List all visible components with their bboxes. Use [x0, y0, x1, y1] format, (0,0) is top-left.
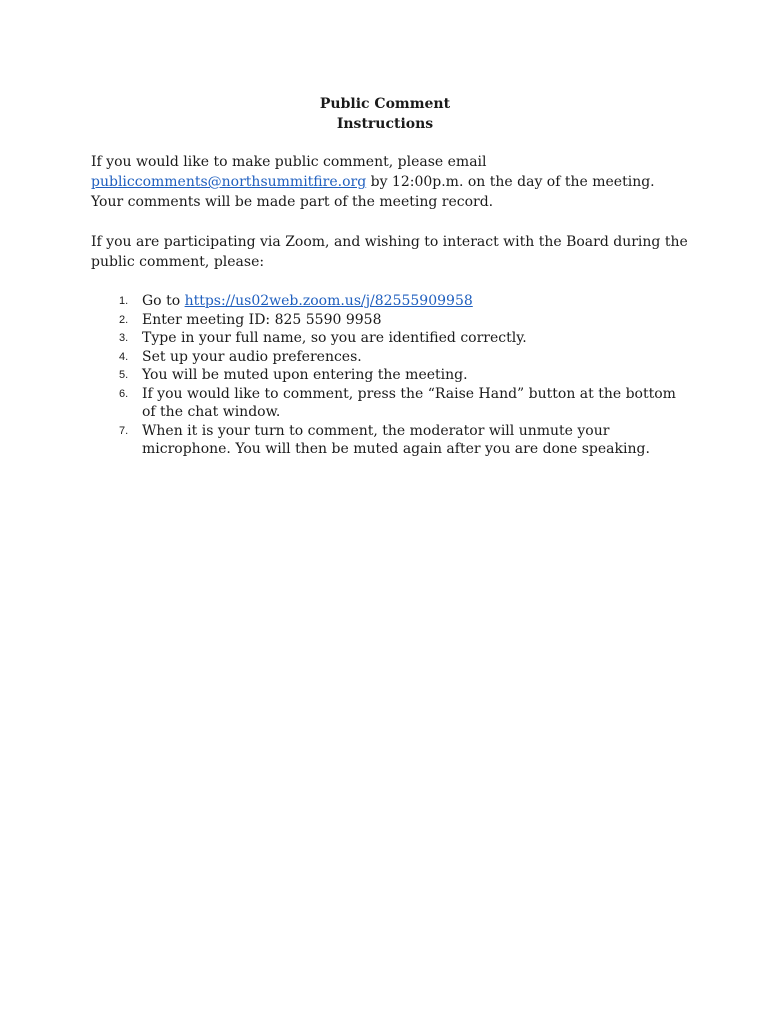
list-item-number: 2. — [119, 313, 129, 326]
zoom-instructions-paragraph: If you are participating via Zoom, and wishing to interact with the Board during the public comment, please: — [91, 234, 688, 270]
para1-text-after: by 12:00p.m. on the day of the meeting. Your comments will be made part of the meeting record. — [91, 174, 655, 210]
list-item-text: If you would like to comment, press the “Raise Hand” button at the bottom of the chat window. — [142, 385, 676, 420]
title-line-1: Public Comment — [319, 96, 451, 112]
list-item — [91, 311, 691, 330]
list-item — [91, 385, 691, 422]
list-item — [91, 329, 691, 348]
email-instructions-paragraph — [91, 152, 691, 212]
zoom-meeting-link[interactable]: https://us02web.zoom.us/j/82555909958 — [184, 293, 473, 309]
list-item-text: You will be muted upon entering the meeting. — [142, 367, 468, 383]
list-item-text: Set up your audio preferences. — [142, 348, 362, 365]
para1-text-before: If you would like to make public comment, please email — [91, 154, 487, 170]
list-item — [91, 292, 691, 311]
list-item-number: 3. — [119, 332, 129, 344]
list-item-number: 7. — [119, 424, 129, 437]
list-item-number: 5. — [119, 369, 129, 381]
steps-list — [91, 292, 691, 459]
list-item — [91, 366, 691, 385]
list-item-text: When it is your turn to comment, the moderator will unmute your microphone. You will then be muted again after you are done speaking. — [142, 422, 650, 457]
email-link[interactable]: publiccomments@northsummitfire.org — [91, 174, 367, 190]
list-item-number: 4. — [119, 350, 129, 363]
list-item-number: 1. — [119, 295, 129, 307]
list-item-text: Go to — [142, 293, 185, 309]
list-item — [91, 422, 691, 459]
list-item-text: Type in your full name, so you are identified correctly. — [142, 330, 527, 346]
list-item-number: 6. — [119, 387, 129, 400]
list-item — [91, 348, 691, 367]
title-line-2: Instructions — [336, 116, 434, 132]
document-title — [0, 94, 770, 134]
list-item-text: Enter meeting ID: 825 5590 9958 — [142, 311, 382, 328]
